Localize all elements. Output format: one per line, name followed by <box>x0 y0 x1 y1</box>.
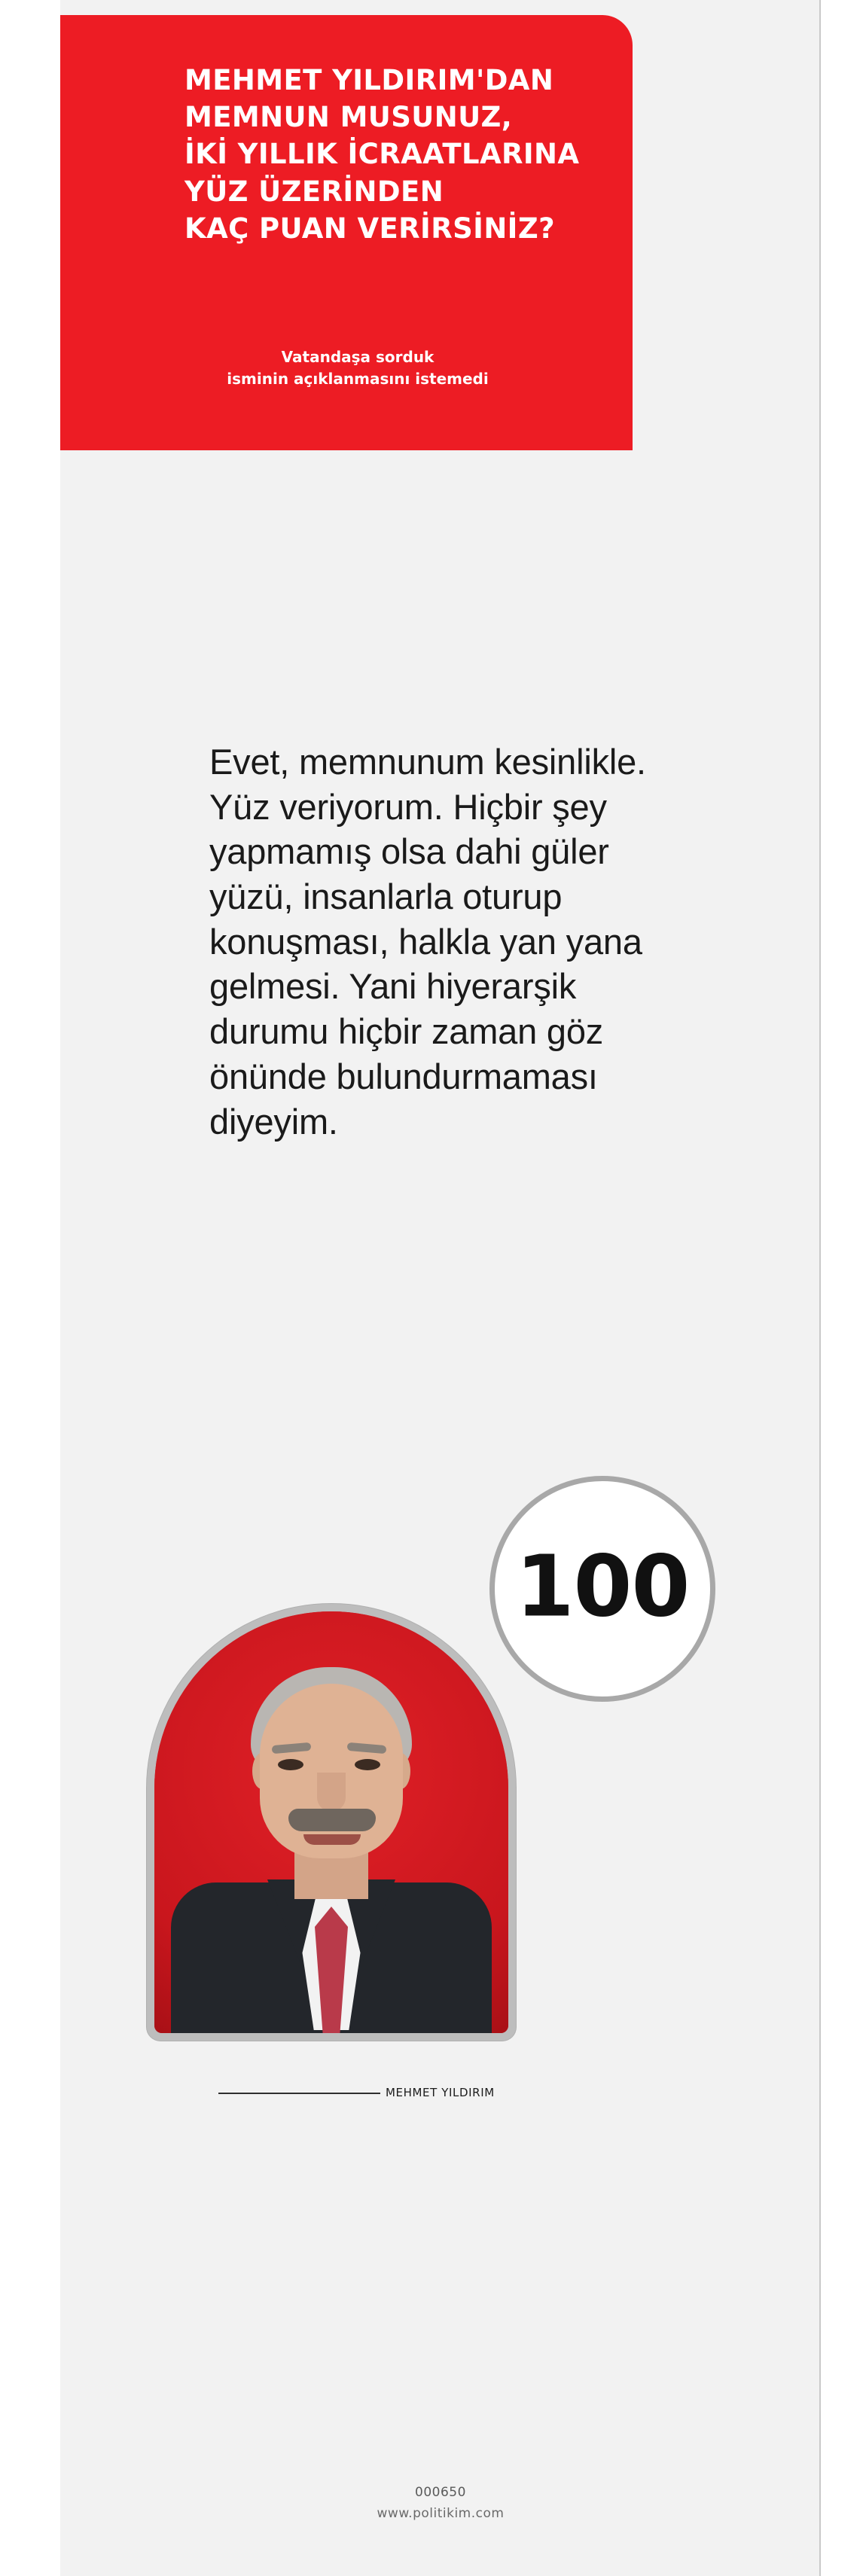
face-shape <box>260 1684 403 1858</box>
headline-line-1: MEHMET YILDIRIM'DAN <box>184 64 554 96</box>
caption-rule <box>218 2093 380 2094</box>
score-value: 100 <box>515 1538 690 1636</box>
headline-line-4: YÜZ ÜZERİNDEN <box>184 175 444 208</box>
caption-name: MEHMET YILDIRIM <box>386 2086 495 2099</box>
page-right-rule <box>819 0 821 2576</box>
nose-shape <box>317 1773 346 1812</box>
headline <box>184 62 606 247</box>
eye-right-shape <box>355 1759 380 1770</box>
subheadline <box>184 346 531 390</box>
quote-text: Evet, memnunum kesinlikle. Yüz veriyorum. Hiçbir şey yapmamış olsa dahi güler yüzü, insanlarla oturup konuşması, halkla yan yana gelmesi. Yani hiyerarşik durumu hiçbir zaman göz önünde bulundurmaması diyeyim. <box>209 742 646 1142</box>
portrait <box>147 1604 516 2041</box>
eye-left-shape <box>278 1759 303 1770</box>
footer <box>60 2485 821 2521</box>
mouth-shape <box>303 1834 361 1845</box>
portrait-photo-icon <box>154 1611 508 2033</box>
portrait-frame <box>147 1604 516 2041</box>
footer-website: www.politikim.com <box>377 2506 505 2521</box>
footer-code: 000650 <box>415 2485 466 2500</box>
mustache-shape <box>288 1809 376 1831</box>
subheadline-line-1: Vatandaşa sorduk <box>281 348 435 366</box>
headline-line-5: KAÇ PUAN VERİRSİNİZ? <box>184 212 555 245</box>
header-banner <box>60 15 633 450</box>
headline-line-2: MEMNUN MUSUNUZ, <box>184 101 513 134</box>
subheadline-line-2: isminin açıklanmasını istemedi <box>227 370 489 388</box>
score-badge <box>489 1476 715 1702</box>
portrait-caption <box>218 2086 535 2101</box>
headline-line-3: İKİ YILLIK İCRAATLARINA <box>184 138 580 171</box>
